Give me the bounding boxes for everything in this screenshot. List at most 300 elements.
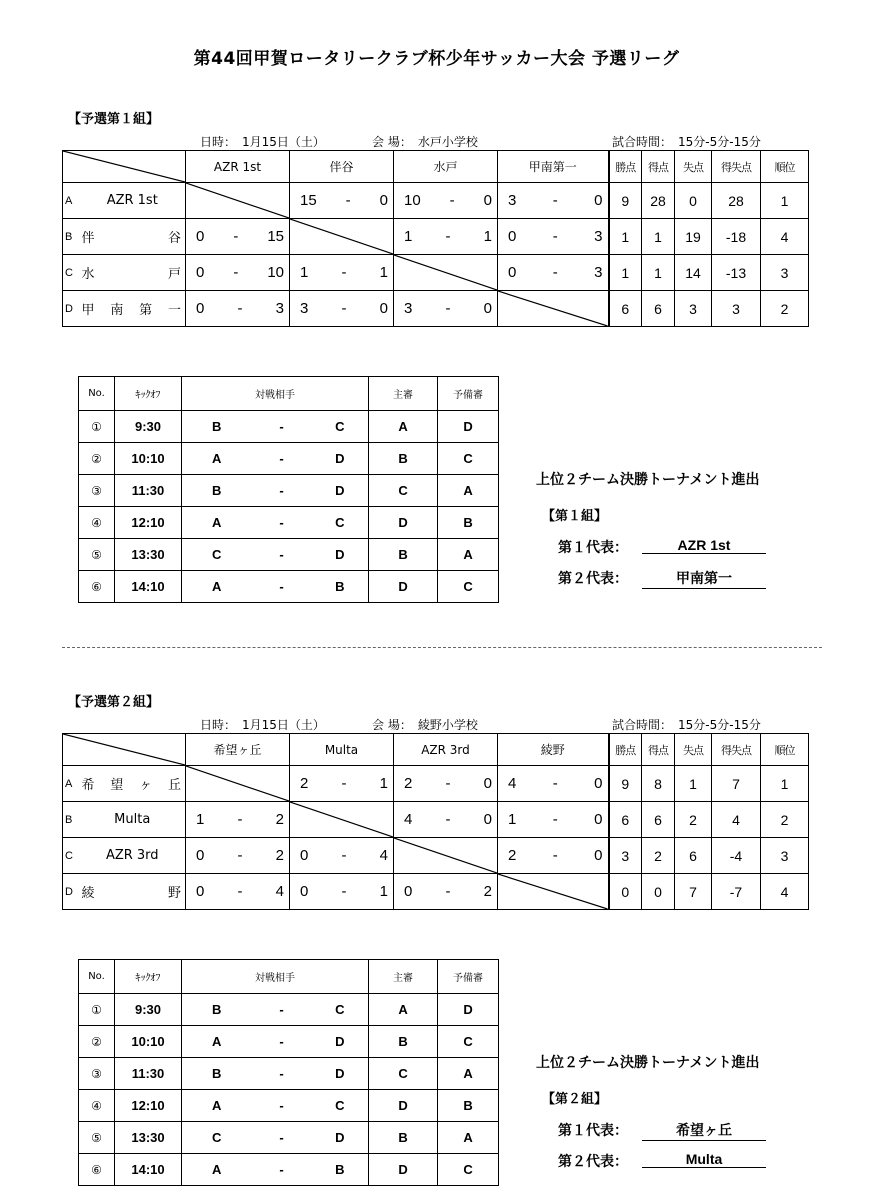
standings-row xyxy=(63,802,809,838)
vs-dash: - xyxy=(252,1090,312,1122)
diagonal-line xyxy=(186,766,289,801)
row-team-name: Multa xyxy=(80,802,186,838)
score-home: 0 xyxy=(300,883,309,900)
team-a: B xyxy=(182,994,252,1026)
col-matchup: 対戦相手 xyxy=(182,377,369,411)
score-away: 0 xyxy=(483,300,492,317)
match-number: ① xyxy=(79,994,115,1026)
score-dash: - xyxy=(237,883,243,900)
team-a: B xyxy=(182,411,252,443)
score-value xyxy=(498,264,608,281)
score-home: 0 xyxy=(196,228,205,245)
rep2-team: 甲南第一 xyxy=(642,568,766,589)
reserve-referee: C xyxy=(438,1154,499,1186)
col-team-1: AZR 1st xyxy=(186,151,290,183)
schedule-row xyxy=(79,443,499,475)
row-letter: A xyxy=(63,183,80,219)
referee: D xyxy=(369,507,438,539)
row-letter: C xyxy=(63,255,80,291)
match-number: ③ xyxy=(79,475,115,507)
row-team-name: AZR 3rd xyxy=(80,838,186,874)
row-letter: A xyxy=(63,766,80,802)
col-goals-for: 得点 xyxy=(642,734,675,766)
representative-1 xyxy=(558,537,731,557)
diagonal-line xyxy=(498,291,608,326)
points-cell: 0 xyxy=(609,874,642,910)
goals-for-cell: 6 xyxy=(642,802,675,838)
score-dash: - xyxy=(552,775,558,792)
match-date: 日時： 1月15日（土） xyxy=(200,135,325,149)
score-home: 1 xyxy=(196,811,205,828)
self-match-cell xyxy=(394,838,498,874)
vs-dash: - xyxy=(252,411,312,443)
score-value xyxy=(290,775,393,792)
score-dash: - xyxy=(233,228,239,245)
score-cell xyxy=(186,874,290,910)
vs-dash: - xyxy=(252,571,312,603)
score-value xyxy=(186,847,289,864)
kickoff-time: 11:30 xyxy=(115,475,182,507)
diagonal-line xyxy=(394,255,497,290)
score-value xyxy=(290,192,393,209)
score-cell xyxy=(394,183,498,219)
goal-diff-cell: 28 xyxy=(712,183,761,219)
score-away: 3 xyxy=(594,264,603,281)
score-away: 0 xyxy=(594,192,603,209)
col-goal-diff: 得失点 xyxy=(712,734,761,766)
kickoff-time: 14:10 xyxy=(115,571,182,603)
kickoff-time: 14:10 xyxy=(115,1154,182,1186)
advance-group-label: 【第１組】 xyxy=(542,509,608,524)
corner-diagonal xyxy=(63,734,185,765)
score-dash: - xyxy=(552,847,558,864)
rep2-label: 第２代表： xyxy=(558,1154,628,1170)
score-away: 4 xyxy=(379,847,388,864)
score-cell xyxy=(498,802,609,838)
team-b: C xyxy=(312,507,369,539)
match-venue: 会 場： 水戸小学校 xyxy=(372,135,478,149)
goals-for-cell: 2 xyxy=(642,838,675,874)
goals-for-cell: 6 xyxy=(642,291,675,327)
match-number: ① xyxy=(79,411,115,443)
score-away: 1 xyxy=(379,883,388,900)
schedule-row xyxy=(79,1154,499,1186)
match-duration: 試合時間： 15分-5分-15分 xyxy=(612,718,761,732)
advance-title: 上位２チーム決勝トーナメント進出 xyxy=(536,472,760,488)
col-rank: 順位 xyxy=(761,734,809,766)
referee: D xyxy=(369,571,438,603)
group-1-section xyxy=(0,0,873,594)
col-goal-diff: 得失点 xyxy=(712,151,761,183)
score-value xyxy=(186,883,289,900)
score-value xyxy=(186,264,289,281)
score-dash: - xyxy=(445,228,451,245)
score-home: 1 xyxy=(404,228,413,245)
reserve-referee: A xyxy=(438,1058,499,1090)
kickoff-time: 13:30 xyxy=(115,1122,182,1154)
schedule-row xyxy=(79,1026,499,1058)
col-team-4: 甲南第一 xyxy=(498,151,609,183)
referee: B xyxy=(369,1026,438,1058)
vs-dash: - xyxy=(252,1154,312,1186)
schedule-table xyxy=(78,376,499,603)
score-value xyxy=(498,775,608,792)
row-team-name: 伴 谷 xyxy=(80,219,186,255)
kickoff-time: 9:30 xyxy=(115,411,182,443)
score-away: 4 xyxy=(275,883,284,900)
team-b: C xyxy=(312,994,369,1026)
score-away: 1 xyxy=(483,228,492,245)
score-dash: - xyxy=(237,811,243,828)
rank-cell: 3 xyxy=(761,838,809,874)
score-home: 10 xyxy=(404,192,421,209)
reserve-referee: D xyxy=(438,994,499,1026)
score-cell xyxy=(290,255,394,291)
match-number: ② xyxy=(79,1026,115,1058)
score-cell xyxy=(394,802,498,838)
score-cell xyxy=(498,838,609,874)
col-rank: 順位 xyxy=(761,151,809,183)
col-points: 勝点 xyxy=(609,151,642,183)
row-letter: D xyxy=(63,874,80,910)
score-home: 0 xyxy=(196,300,205,317)
kickoff-time: 11:30 xyxy=(115,1058,182,1090)
team-b: D xyxy=(312,1026,369,1058)
reserve-referee: C xyxy=(438,571,499,603)
score-cell xyxy=(498,766,609,802)
kickoff-time: 9:30 xyxy=(115,994,182,1026)
score-dash: - xyxy=(341,775,347,792)
self-match-cell xyxy=(394,255,498,291)
rank-cell: 4 xyxy=(761,219,809,255)
score-home: 0 xyxy=(196,847,205,864)
referee: C xyxy=(369,1058,438,1090)
score-home: 0 xyxy=(300,847,309,864)
score-dash: - xyxy=(345,192,351,209)
score-dash: - xyxy=(552,811,558,828)
score-cell xyxy=(290,874,394,910)
col-reserve: 予備審 xyxy=(438,377,499,411)
reserve-referee: D xyxy=(438,411,499,443)
schedule-row xyxy=(79,1058,499,1090)
kickoff-time: 12:10 xyxy=(115,507,182,539)
team-b: D xyxy=(312,475,369,507)
score-away: 2 xyxy=(483,883,492,900)
score-dash: - xyxy=(341,847,347,864)
referee: B xyxy=(369,443,438,475)
kickoff-time: 13:30 xyxy=(115,539,182,571)
score-away: 0 xyxy=(483,192,492,209)
score-dash: - xyxy=(445,811,451,828)
score-dash: - xyxy=(445,775,451,792)
score-value xyxy=(394,300,497,317)
goals-against-cell: 0 xyxy=(675,183,712,219)
col-no: No. xyxy=(79,960,115,994)
vs-dash: - xyxy=(252,1058,312,1090)
goal-diff-cell: 7 xyxy=(712,766,761,802)
col-referee: 主審 xyxy=(369,960,438,994)
rep2-team: Multa xyxy=(642,1151,766,1168)
group-label: 【予選第１組】 xyxy=(68,112,160,127)
col-team-1: 希望ヶ丘 xyxy=(186,734,290,766)
referee: B xyxy=(369,539,438,571)
rep1-label: 第１代表： xyxy=(558,540,628,556)
score-home: 0 xyxy=(508,228,517,245)
referee: A xyxy=(369,411,438,443)
match-number: ⑤ xyxy=(79,539,115,571)
standings-header-row xyxy=(63,734,809,766)
goal-diff-cell: -18 xyxy=(712,219,761,255)
rank-cell: 4 xyxy=(761,874,809,910)
team-b: C xyxy=(312,411,369,443)
score-cell xyxy=(498,255,609,291)
col-goals-for: 得点 xyxy=(642,151,675,183)
score-cell xyxy=(290,183,394,219)
team-b: D xyxy=(312,539,369,571)
score-cell xyxy=(186,838,290,874)
score-away: 10 xyxy=(267,264,284,281)
standings-row xyxy=(63,219,809,255)
reserve-referee: A xyxy=(438,1122,499,1154)
col-team-4: 綾野 xyxy=(498,734,609,766)
match-date: 日時： 1月15日（土） xyxy=(200,718,325,732)
score-away: 3 xyxy=(275,300,284,317)
vs-dash: - xyxy=(252,994,312,1026)
referee: A xyxy=(369,994,438,1026)
rep1-label: 第１代表： xyxy=(558,1123,628,1139)
score-home: 2 xyxy=(404,775,413,792)
standings-table xyxy=(62,733,809,910)
vs-dash: - xyxy=(252,475,312,507)
standings-header-row xyxy=(63,151,809,183)
representative-1 xyxy=(558,1120,732,1140)
score-away: 2 xyxy=(275,847,284,864)
standings-row xyxy=(63,255,809,291)
reserve-referee: A xyxy=(438,475,499,507)
col-team-3: AZR 3rd xyxy=(394,734,498,766)
standings-row xyxy=(63,874,809,910)
score-dash: - xyxy=(445,883,451,900)
match-number: ④ xyxy=(79,1090,115,1122)
team-a: C xyxy=(182,539,252,571)
row-team-name: 甲南第一 xyxy=(80,291,186,327)
advance-title: 上位２チーム決勝トーナメント進出 xyxy=(536,1055,760,1071)
score-dash: - xyxy=(341,264,347,281)
goals-against-cell: 3 xyxy=(675,291,712,327)
score-home: 0 xyxy=(196,264,205,281)
score-value xyxy=(394,192,497,209)
goals-for-cell: 1 xyxy=(642,255,675,291)
points-cell: 1 xyxy=(609,219,642,255)
score-value xyxy=(394,228,497,245)
col-points: 勝点 xyxy=(609,734,642,766)
col-reserve: 予備審 xyxy=(438,960,499,994)
referee: D xyxy=(369,1090,438,1122)
page-title: 第44回甲賀ロータリークラブ杯少年サッカー大会 予選リーグ xyxy=(193,49,680,69)
team-b: D xyxy=(312,1058,369,1090)
score-away: 0 xyxy=(594,811,603,828)
match-number: ② xyxy=(79,443,115,475)
schedule-row xyxy=(79,475,499,507)
reserve-referee: B xyxy=(438,1090,499,1122)
row-letter: C xyxy=(63,838,80,874)
rep1-team: AZR 1st xyxy=(642,537,766,554)
row-team-name: 希望ヶ丘 xyxy=(80,766,186,802)
team-b: C xyxy=(312,1090,369,1122)
rank-cell: 3 xyxy=(761,255,809,291)
score-home: 3 xyxy=(300,300,309,317)
score-value xyxy=(498,192,608,209)
col-team-2: Multa xyxy=(290,734,394,766)
rank-cell: 2 xyxy=(761,291,809,327)
team-b: D xyxy=(312,1122,369,1154)
col-team-2: 伴谷 xyxy=(290,151,394,183)
goals-against-cell: 1 xyxy=(675,766,712,802)
score-home: 0 xyxy=(196,883,205,900)
goal-diff-cell: 4 xyxy=(712,802,761,838)
row-team-name: 水 戸 xyxy=(80,255,186,291)
advance-group-label: 【第２組】 xyxy=(542,1092,608,1107)
score-away: 1 xyxy=(379,775,388,792)
col-kickoff: ｷｯｸｵﾌ xyxy=(115,377,182,411)
points-cell: 9 xyxy=(609,766,642,802)
reserve-referee: A xyxy=(438,539,499,571)
score-cell xyxy=(394,874,498,910)
score-cell xyxy=(394,766,498,802)
diagonal-line xyxy=(394,838,497,873)
goals-against-cell: 14 xyxy=(675,255,712,291)
score-cell xyxy=(186,255,290,291)
col-kickoff: ｷｯｸｵﾌ xyxy=(115,960,182,994)
schedule-row xyxy=(79,1090,499,1122)
points-cell: 1 xyxy=(609,255,642,291)
score-away: 0 xyxy=(594,847,603,864)
score-cell xyxy=(394,291,498,327)
standings-row xyxy=(63,183,809,219)
score-dash: - xyxy=(449,192,455,209)
col-no: No. xyxy=(79,377,115,411)
score-cell xyxy=(186,219,290,255)
score-home: 2 xyxy=(300,775,309,792)
score-dash: - xyxy=(341,883,347,900)
team-a: C xyxy=(182,1122,252,1154)
col-matchup: 対戦相手 xyxy=(182,960,369,994)
goal-diff-cell: -7 xyxy=(712,874,761,910)
score-value xyxy=(394,811,497,828)
team-a: A xyxy=(182,571,252,603)
score-away: 0 xyxy=(379,300,388,317)
goals-for-cell: 28 xyxy=(642,183,675,219)
team-a: B xyxy=(182,475,252,507)
col-goals-against: 失点 xyxy=(675,151,712,183)
diagonal-line xyxy=(290,802,393,837)
match-number: ⑥ xyxy=(79,571,115,603)
score-home: 3 xyxy=(508,192,517,209)
representative-2 xyxy=(558,1151,723,1171)
goals-against-cell: 2 xyxy=(675,802,712,838)
match-duration: 試合時間： 15分-5分-15分 xyxy=(612,135,761,149)
score-cell xyxy=(290,291,394,327)
rank-cell: 1 xyxy=(761,766,809,802)
team-a: A xyxy=(182,1154,252,1186)
goals-for-cell: 8 xyxy=(642,766,675,802)
score-value xyxy=(186,811,289,828)
score-dash: - xyxy=(552,192,558,209)
self-match-cell xyxy=(498,874,609,910)
score-cell xyxy=(498,219,609,255)
team-b: D xyxy=(312,443,369,475)
score-dash: - xyxy=(341,300,347,317)
score-value xyxy=(498,847,608,864)
score-value xyxy=(498,811,608,828)
goal-diff-cell: 3 xyxy=(712,291,761,327)
goal-diff-cell: -13 xyxy=(712,255,761,291)
score-away: 0 xyxy=(379,192,388,209)
vs-dash: - xyxy=(252,507,312,539)
score-home: 1 xyxy=(300,264,309,281)
score-value xyxy=(290,883,393,900)
standings-table xyxy=(62,150,809,327)
goals-for-cell: 1 xyxy=(642,219,675,255)
score-home: 0 xyxy=(404,883,413,900)
team-a: A xyxy=(182,1090,252,1122)
corner-diagonal xyxy=(63,151,185,182)
score-dash: - xyxy=(445,300,451,317)
score-home: 1 xyxy=(508,811,517,828)
match-number: ③ xyxy=(79,1058,115,1090)
referee: C xyxy=(369,475,438,507)
score-away: 3 xyxy=(594,228,603,245)
score-cell xyxy=(498,183,609,219)
score-away: 0 xyxy=(483,775,492,792)
col-referee: 主審 xyxy=(369,377,438,411)
score-value xyxy=(290,264,393,281)
reserve-referee: B xyxy=(438,507,499,539)
score-value xyxy=(186,228,289,245)
standings-row xyxy=(63,838,809,874)
score-away: 0 xyxy=(594,775,603,792)
vs-dash: - xyxy=(252,1122,312,1154)
schedule-row xyxy=(79,1122,499,1154)
score-home: 2 xyxy=(508,847,517,864)
score-value xyxy=(186,300,289,317)
row-letter: B xyxy=(63,802,80,838)
match-number: ⑤ xyxy=(79,1122,115,1154)
vs-dash: - xyxy=(252,1026,312,1058)
score-away: 1 xyxy=(379,264,388,281)
score-home: 0 xyxy=(508,264,517,281)
score-away: 15 xyxy=(267,228,284,245)
points-cell: 6 xyxy=(609,291,642,327)
score-value xyxy=(394,775,497,792)
schedule-header-row xyxy=(79,960,499,994)
group-2-section xyxy=(0,583,873,1177)
score-cell xyxy=(394,219,498,255)
score-away: 0 xyxy=(483,811,492,828)
reserve-referee: C xyxy=(438,1026,499,1058)
rep1-team: 希望ヶ丘 xyxy=(642,1120,766,1141)
score-value xyxy=(290,847,393,864)
corner-cell xyxy=(63,734,186,766)
standings-row xyxy=(63,291,809,327)
score-dash: - xyxy=(237,847,243,864)
score-home: 15 xyxy=(300,192,317,209)
score-value xyxy=(498,228,608,245)
score-cell xyxy=(290,766,394,802)
match-number: ④ xyxy=(79,507,115,539)
self-match-cell xyxy=(186,766,290,802)
score-cell xyxy=(186,802,290,838)
